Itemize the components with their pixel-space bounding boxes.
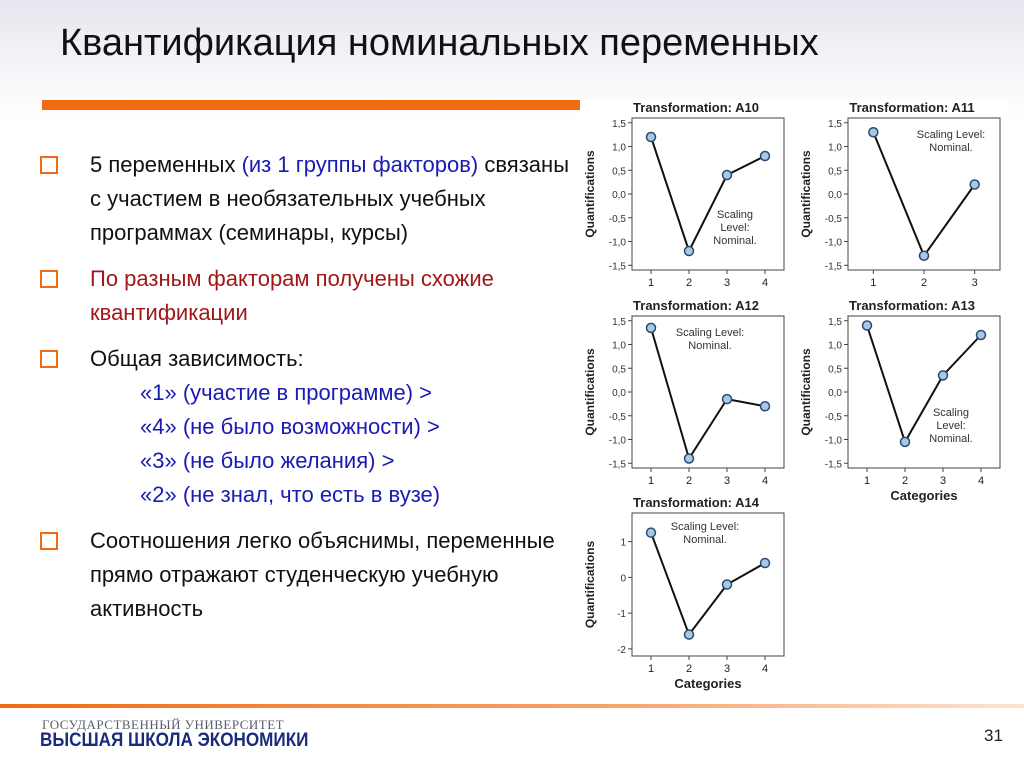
order-line: «3» (не было желания) > [140,448,395,473]
y-tick-label: 0 [620,573,626,585]
x-axis-label: Categories [674,676,742,691]
bullet-text: Общая зависимость: [90,346,304,371]
data-point [761,152,770,161]
data-point [970,180,979,189]
y-tick-label: 0,5 [828,364,842,376]
y-axis-label: Quantifications [583,150,597,238]
data-point [761,402,770,411]
data-point [723,395,732,404]
y-tick-label: -1 [617,609,626,621]
footer-university-line: ГОСУДАРСТВЕННЫЙ УНИВЕРСИТЕТ [42,717,285,732]
y-tick-label: 0,0 [612,388,626,399]
square-bullet-icon [40,350,58,368]
charts-panel [580,100,1008,708]
chart-panel [580,495,792,708]
scaling-annotation: Scaling Level: Nominal. [675,327,745,352]
y-axis-label: Quantifications [583,540,597,629]
data-point [901,437,910,446]
chart-title: Transformation: A13 [849,298,975,313]
x-tick-label: 1 [647,663,655,675]
bullet-item [40,148,580,250]
x-tick-label: 2 [685,475,693,487]
y-tick-label: -0,5 [824,411,842,423]
charts-svg [580,100,1008,708]
data-point [685,630,694,639]
x-tick-label: 3 [723,277,731,289]
y-axis-label: Quantifications [799,150,813,238]
square-bullet-icon [40,532,58,550]
bullet-text: связаны с участием в необязательных учебных программах (семинары, курсы) [90,152,569,245]
y-tick-label: -1,0 [824,435,842,447]
square-bullet-icon [40,270,58,288]
bullet-item [40,342,580,512]
bullet-text: 5 переменных [90,152,242,177]
y-axis-label: Quantifications [799,348,813,436]
bullet-item [40,524,580,626]
y-tick-label: -1,0 [608,237,626,249]
y-tick-label: 1,5 [828,316,842,328]
y-tick-label: 1,0 [828,142,842,154]
x-tick-label: 4 [761,663,769,675]
y-tick-label: -1,5 [824,459,842,471]
x-tick-label: 3 [939,475,947,487]
data-point [647,323,656,332]
bullet-item [40,262,580,330]
y-tick-label: 1,5 [612,118,626,130]
data-point [685,454,694,463]
scaling-annotation: Scaling Level: Nominal. [916,129,986,154]
footer-divider [0,704,1024,708]
x-tick-label: 3 [723,475,731,487]
x-axis-label: Categories [890,488,958,503]
x-tick-label: 1 [870,277,877,289]
y-tick-label: 1,5 [612,316,626,328]
y-tick-label: 1,0 [612,340,626,352]
y-tick-label: 0,0 [828,388,842,399]
data-point [869,128,878,137]
chart-panel [796,298,1008,508]
scaling-annotation: Scaling Level: Nominal. [713,209,757,247]
x-tick-label: 2 [685,663,693,675]
chart-title: Transformation: A11 [849,100,975,115]
y-tick-label: 1,0 [828,340,842,352]
y-tick-label: -0,5 [608,411,626,423]
data-point [723,171,732,180]
x-tick-label: 1 [647,475,655,487]
y-tick-label: 1,5 [828,118,842,130]
x-tick-label: 3 [971,277,978,289]
page-number: 31 [984,726,1003,745]
y-tick-label: -1,5 [608,459,626,471]
x-tick-label: 2 [920,277,928,289]
y-tick-label: 0,0 [612,190,626,201]
chart-panel [796,100,1008,300]
y-tick-label: -1,0 [608,435,626,447]
y-tick-label: -0,5 [824,213,842,225]
footer-university-name: ВЫСШАЯ ШКОЛА ЭКОНОМИКИ [40,730,309,751]
y-tick-label: 0,5 [612,364,626,376]
bullet-text: По разным факторам получены схожие квантификации [90,266,494,325]
data-point [761,559,770,568]
data-point [685,247,694,256]
plot-frame [632,118,784,270]
x-tick-label: 1 [863,475,871,487]
y-tick-label: 0,5 [828,166,842,178]
y-tick-label: 0,5 [612,166,626,178]
y-tick-label: -1,0 [824,237,842,249]
y-tick-label: -2 [617,644,626,656]
order-line: «2» (не знал, что есть в вузе) [140,482,441,507]
order-line: «4» (не было возможности) > [140,414,440,439]
bullet-list [40,148,580,638]
y-tick-label: 1 [620,537,626,549]
y-tick-label: 1,0 [612,142,626,154]
chart-panel [580,100,792,300]
bullet-highlight: (из 1 группы факторов) [241,152,479,177]
x-tick-label: 2 [901,475,909,487]
x-tick-label: 1 [647,277,655,289]
data-point [647,528,656,537]
chart-title: Transformation: A12 [633,298,759,313]
data-point [723,580,732,589]
data-point [939,371,948,380]
y-tick-label: -1,5 [824,261,842,273]
chart-title: Transformation: A10 [633,100,759,115]
slide-title: Квантификация номинальных переменных [60,22,819,64]
chart-title: Transformation: A14 [633,495,759,510]
data-point [920,251,929,260]
scaling-annotation: Scaling Level: Nominal. [929,407,973,445]
y-axis-label: Quantifications [583,348,597,436]
x-tick-label: 4 [761,277,769,289]
x-tick-label: 2 [685,277,693,289]
chart-panel [580,298,792,498]
y-tick-label: -1,5 [608,261,626,273]
order-line: «1» (участие в программе) > [140,380,433,405]
data-point [647,133,656,142]
data-point [863,321,872,330]
x-tick-label: 4 [761,475,769,487]
y-tick-label: -0,5 [608,213,626,225]
square-bullet-icon [40,156,58,174]
data-point [977,331,986,340]
y-tick-label: 0,0 [828,190,842,201]
bullet-text: Соотношения легко объяснимы, переменные прямо отражают студенческую учебную активность [90,528,555,621]
scaling-annotation: Scaling Level: Nominal. [670,521,740,546]
x-tick-label: 3 [723,663,731,675]
x-tick-label: 4 [977,475,985,487]
